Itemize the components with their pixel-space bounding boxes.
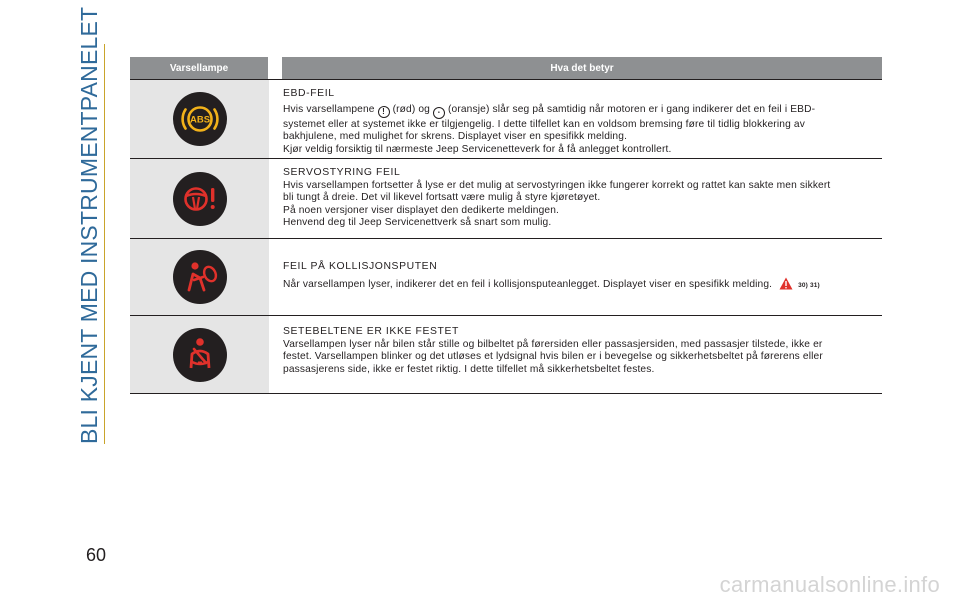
table-row: [130, 239, 882, 316]
brake-icon: !: [378, 106, 390, 118]
description-line: festet. Varsellampen blinker og det utløses et lydsignal hvis bilen er i bevegelse og sikkerhetsbeltet på førerens eller: [283, 351, 823, 363]
description-line: Kjør veldig forsiktig til nærmeste Jeep Servicenetteverk for å få anlegget kontrollert.: [283, 143, 672, 155]
description-cell: [269, 159, 868, 238]
description-cell: [269, 80, 868, 158]
lamp-cell: [130, 159, 269, 238]
warning-lamp-table: [130, 57, 882, 394]
table-row: [130, 159, 882, 239]
side-divider: [104, 44, 105, 444]
description-line: Hvis varsellampen fortsetter å lyse er det mulig at servostyringen ikke fungerer korrekt og rattet kan sakte men sikkert: [283, 179, 831, 191]
watermark: carmanualsonline.info: [719, 572, 940, 597]
column-header-lamp: Varsellampe: [130, 57, 268, 79]
abs-lamp-label: ABS: [189, 114, 210, 126]
abs-icon: •: [433, 107, 445, 119]
table-row: [130, 79, 882, 159]
text-segment: (oransje) slår seg på samtidig når motoren er i gang indikerer det en feil i EBD-: [447, 103, 816, 115]
lamp-cell: [130, 316, 269, 393]
text-segment: Når varsellampen lyser, indikerer det en feil i kollisjonsputeanlegget. Displayet viser en spesifikk melding.: [283, 278, 773, 290]
row-heading: EBD-FEIL: [283, 88, 335, 99]
lamp-cell: [130, 80, 269, 158]
row-heading: FEIL PÅ KOLLISJONSPUTEN: [283, 261, 438, 272]
description-line: [283, 277, 868, 293]
description-line: passasjerens side, ikke er festet riktig. I dette tilfellet må sikkerhetsbeltet festes.: [283, 363, 655, 375]
description-cell: [269, 316, 868, 393]
description-line: bli tungt å dreie. Det vil likevel fortsatt være mulig å styre kjøretøyet.: [283, 192, 601, 204]
power-steering-warning-icon: [173, 172, 227, 226]
warning-triangle-icon: [779, 277, 793, 290]
description-line: På noen versjoner viser displayet den dedikerte meldingen.: [283, 204, 559, 216]
abs-warning-lamp-icon: [173, 92, 227, 146]
table-header: [130, 57, 882, 79]
description-line: Varsellampen lyser når bilen står stille og bilbeltet på førersiden eller passasjersiden, med passasjer tilstede, ikke er: [283, 338, 823, 350]
row-heading: SETEBELTENE ER IKKE FESTET: [283, 326, 459, 337]
seatbelt-warning-icon: [173, 328, 227, 382]
description-line: systemet eller at systemet ikke er tilgjengelig. I dette tilfellet kan en voldsom bremsing føre til tidlig blokkering av: [283, 118, 805, 130]
description-cell: [269, 239, 868, 315]
side-chapter-title: BLI KJENT MED INSTRUMENTPANELET: [76, 6, 102, 444]
text-segment: Hvis varsellampene: [283, 103, 375, 115]
airbag-warning-icon: [173, 250, 227, 304]
description-line: bakhjulene, med mulighet for skrens. Displayet viser en spesifikk melding.: [283, 131, 628, 143]
description-line: Henvend deg til Jeep Servicenettverk så snart som mulig.: [283, 217, 552, 229]
description-line: [283, 104, 868, 119]
page-number: 60: [86, 545, 107, 565]
text-segment: (rød) og: [392, 103, 430, 115]
table-row: [130, 316, 882, 394]
row-heading: SERVOSTYRING FEIL: [283, 167, 401, 178]
column-header-meaning: Hva det betyr: [282, 57, 882, 79]
lamp-cell: [130, 239, 269, 315]
reference-notes: 30) 31): [798, 281, 820, 289]
